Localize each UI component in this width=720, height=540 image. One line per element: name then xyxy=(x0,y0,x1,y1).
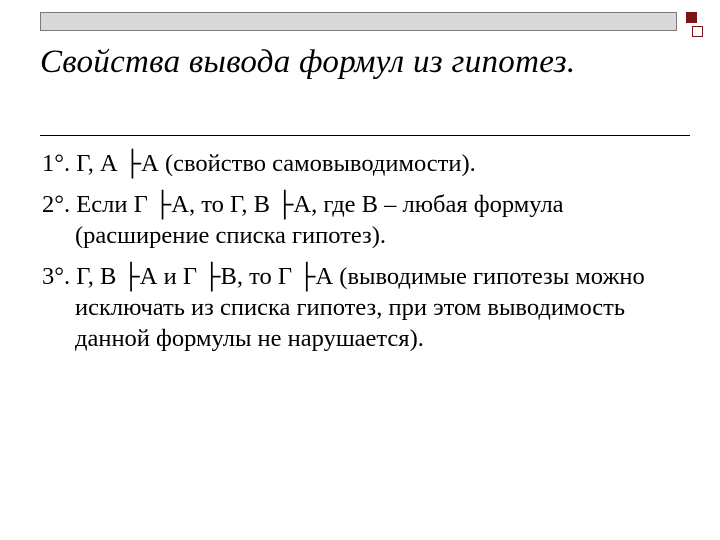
slide-body xyxy=(42,148,662,364)
slide-title: Свойства вывода формул из гипотез. xyxy=(40,44,576,80)
property-item-3: 3°. Г, В ├А и Г ├В, то Г ├А (выводимые гипотезы можно исключать из списка гипотез, при этом выводимость данной формулы не нарушается). xyxy=(42,263,645,352)
outline-square-icon xyxy=(692,26,703,37)
title-divider xyxy=(40,135,690,136)
filled-square-icon xyxy=(686,12,697,23)
corner-squares-decoration xyxy=(686,12,706,42)
property-item-1: 1°. Г, А ├А (свойство самовыводимости). xyxy=(42,150,476,177)
property-item-2: 2°. Если Г ├А, то Г, В ├А, где В – любая формула (расширение списка гипотез). xyxy=(42,191,564,249)
top-decorative-bar xyxy=(40,12,677,31)
